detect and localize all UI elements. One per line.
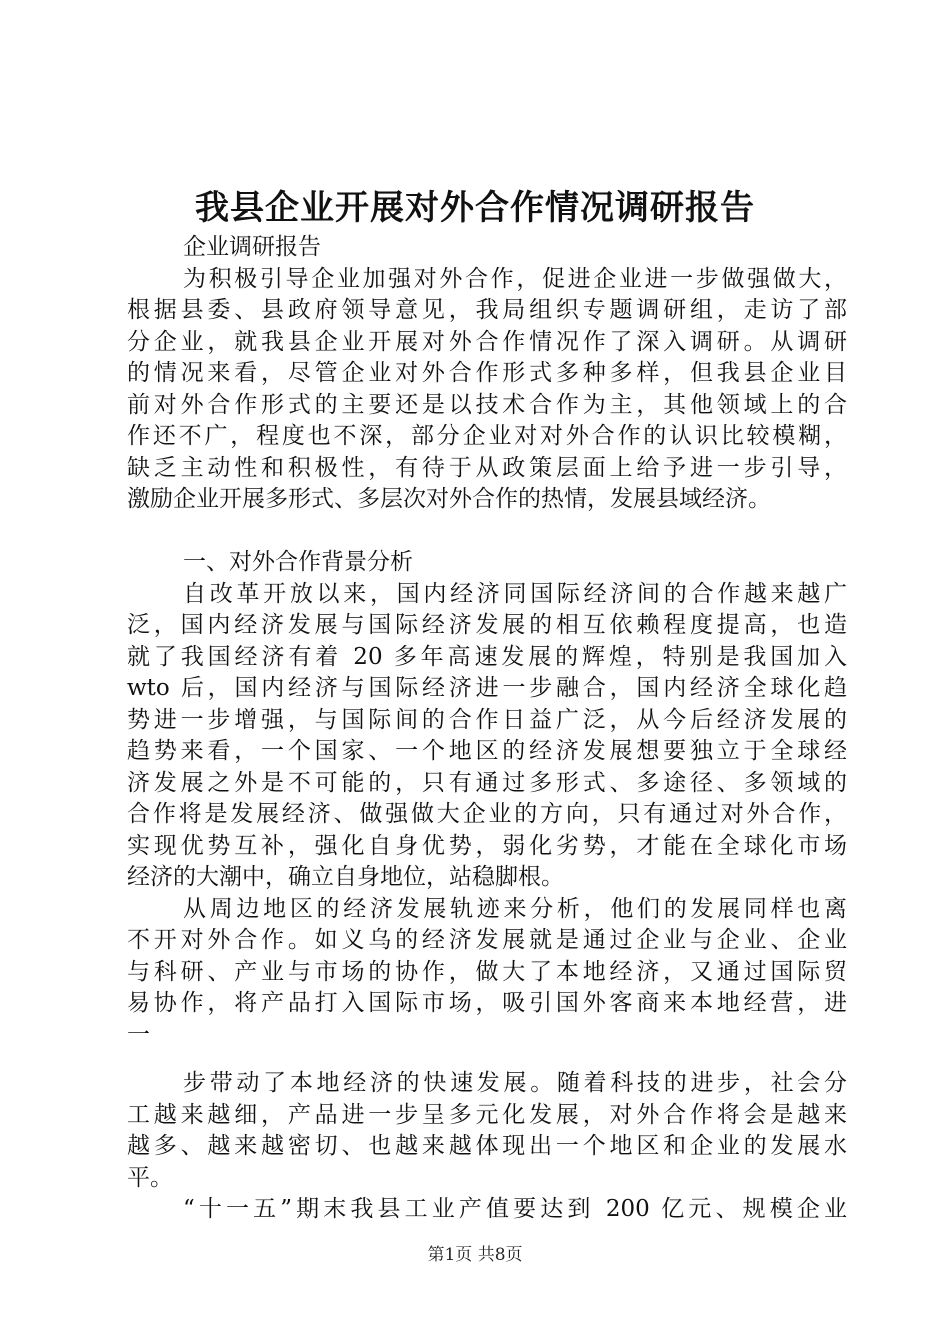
section-heading: 一、对外合作背景分析 [183,549,413,575]
paragraph-line: 易协作，将产品打入国际市场，吸引国外客商来本地经营，进 [127,990,847,1016]
paragraph-line: 实现优势互补，强化自身优势，弱化劣势，才能在全球化市场 [127,832,847,859]
paragraph-gap [127,516,847,548]
paragraph-line: wto 后，国内经济与国际经济进一步融合，国内经济全球化趋 [127,675,847,701]
paragraph-line: 步带动了本地经济的快速发展。随着科技的进步，社会分 [183,1070,847,1096]
document-title: 我县企业开展对外合作情况调研报告 [195,188,755,228]
paragraph-gap [127,1051,847,1068]
paragraph-line: 济发展之外是不可能的，只有通过多形式、多途径、多领域的 [127,769,847,796]
document-body [127,232,847,1226]
paragraph-line: 越多、越来越密切、也越来越体现出一个地区和企业的发展水 [127,1133,847,1159]
subtitle-line: 企业调研报告 [183,234,321,260]
paragraph-line: 就了我国经济有着 20 多年高速发展的辉煌，特别是我国加入 [127,643,847,670]
paragraph-line: 经济的大潮中，确立自身地位，站稳脚根。 [127,864,564,890]
paragraph-line: 为积极引导企业加强对外合作，促进企业进一步做强做大， [183,265,847,292]
paragraph-line: 平。 [127,1164,173,1191]
paragraph-line: 与科研、产业与市场的协作，做大了本地经济，又通过国际贸 [127,958,847,985]
paragraph-line: 根据县委、县政府领导意见，我局组织专题调研组，走访了部 [127,297,847,323]
paragraph-line: 的情况来看，尽管企业对外合作形式多种多样，但我县企业目 [127,360,847,386]
paragraph-line: 泛，国内经济发展与国际经济发展的相互依赖程度提高，也造 [127,612,847,638]
page-footer: 第1页 共8页 [427,1245,523,1265]
paragraph-line: 分企业，就我县企业开展对外合作情况作了深入调研。从调研 [127,328,847,355]
paragraph-line: 不开对外合作。如义乌的经济发展就是通过企业与企业、企业 [127,927,847,953]
paragraph-line: 势进一步增强，与国际间的合作日益广泛，从今后经济发展的 [127,706,847,733]
paragraph-line: 一 [127,1021,150,1048]
paragraph-line: 作还不广，程度也不深，部分企业对对外合作的认识比较模糊， [127,423,847,449]
paragraph-line: 合作将是发展经济、做强做大企业的方向，只有通过对外合作， [127,801,847,827]
paragraph-line: 缺乏主动性和积极性，有待于从政策层面上给予进一步引导， [127,454,847,481]
paragraph-line: 激励企业开展多形式、多层次对外合作的热情，发展县域经济。 [127,486,771,512]
paragraph-line: 自改革开放以来，国内经济同国际经济间的合作越来越广 [183,580,847,607]
paragraph-line: 从周边地区的经济发展轨迹来分析，他们的发展同样也离 [183,895,847,922]
paragraph-line: 工越来越细，产品进一步呈多元化发展，对外合作将会是越来 [127,1101,847,1128]
paragraph-line: 前对外合作形式的主要还是以技术合作为主，其他领域上的合 [127,391,847,418]
paragraph-line: 趋势来看，一个国家、一个地区的经济发展想要独立于全球经 [127,738,847,764]
paragraph-line: “十一五”期末我县工业产值要达到 200 亿元、规模企业 [183,1196,847,1222]
